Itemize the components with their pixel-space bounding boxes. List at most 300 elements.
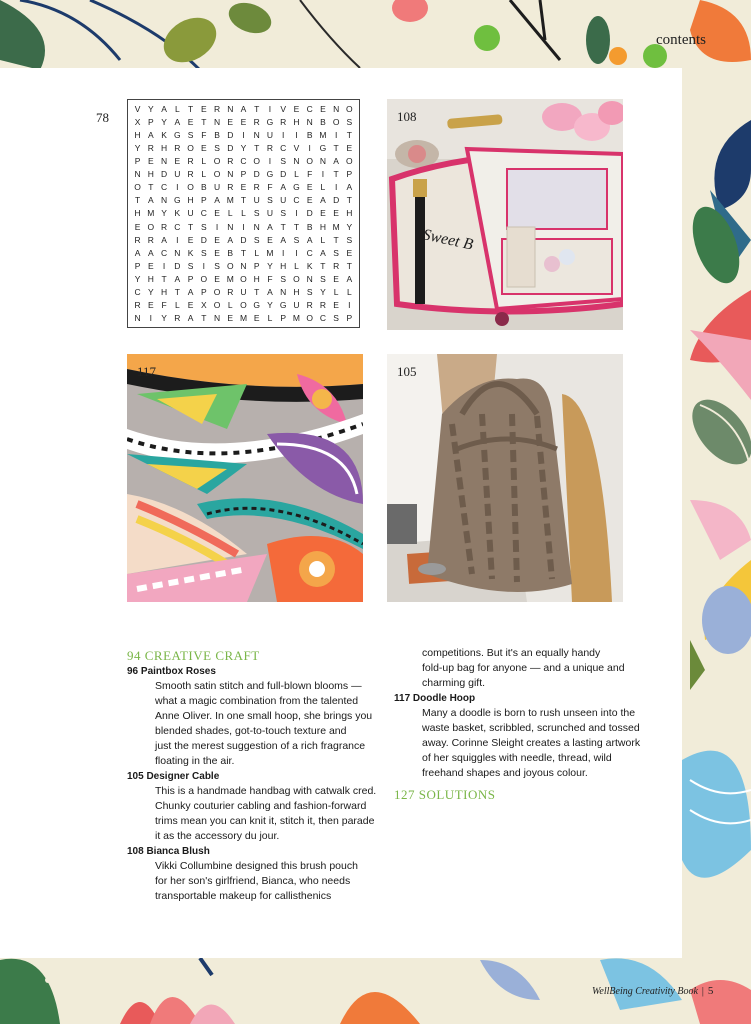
wordsearch-letter: H — [319, 221, 326, 232]
wordsearch-letter: S — [346, 234, 353, 245]
wordsearch-letter: E — [214, 208, 220, 219]
wordsearch-letter: A — [214, 195, 220, 206]
wordsearch-letter: P — [280, 313, 287, 324]
wordsearch-letter: S — [200, 247, 207, 258]
wordsearch-letter: O — [346, 103, 353, 114]
wordsearch-letter: O — [213, 155, 221, 166]
wordsearch-letter: Y — [148, 103, 154, 114]
wordsearch-letter: S — [333, 247, 339, 258]
embroidery-hoop-photo — [127, 354, 363, 602]
wordsearch-letter: M — [319, 129, 327, 140]
wordsearch-letter: T — [135, 195, 141, 206]
wordsearch-letter: T — [187, 103, 194, 114]
wordsearch-letter: G — [319, 142, 327, 153]
wordsearch-letter: I — [295, 208, 298, 219]
wordsearch-row — [131, 207, 356, 219]
wordsearch-letter: X — [134, 116, 141, 127]
description-line: for her son's girlfriend, Bianca, who needs — [155, 875, 351, 887]
wordsearch-letter: I — [242, 221, 245, 232]
wordsearch-letter: C — [161, 247, 168, 258]
wordsearch-letter: N — [134, 313, 141, 324]
wordsearch-letter: P — [253, 260, 260, 271]
wordsearch-row — [131, 181, 356, 193]
wordsearch-letter: H — [134, 208, 141, 219]
wordsearch-letter: E — [134, 221, 141, 232]
description-line: trims mean you can knit it, stitch it, then parade — [155, 815, 375, 827]
wordsearch-row — [131, 273, 356, 285]
wordsearch-letter: T — [254, 287, 260, 298]
wordsearch-letter: N — [293, 155, 300, 166]
description-line: just the merest suggestion of a rich fragrance — [155, 740, 366, 752]
wordsearch-letter: R — [147, 142, 154, 153]
wordsearch-letter: R — [227, 287, 234, 298]
description-line: what a magic combination from the talented — [155, 695, 359, 707]
wordsearch-row — [131, 247, 356, 259]
wordsearch-letter: L — [333, 287, 339, 298]
wordsearch-letter: E — [333, 300, 339, 311]
wordsearch-letter: I — [162, 260, 166, 271]
wordsearch-letter: R — [253, 182, 260, 193]
wordsearch-letter: T — [333, 169, 339, 180]
wordsearch-letter: P — [240, 169, 247, 180]
wordsearch-letter: D — [227, 129, 234, 140]
wordsearch-letter: F — [161, 300, 167, 311]
wordsearch-letter: T — [240, 247, 247, 258]
wordsearch-letter: N — [161, 155, 168, 166]
wordsearch-letter: I — [321, 169, 325, 180]
wordsearch-letter: A — [148, 195, 154, 206]
cable-bag-photo — [387, 354, 623, 602]
wordsearch-letter: S — [253, 234, 260, 245]
description-line: charming gift. — [422, 677, 486, 689]
wordsearch-letter: U — [213, 182, 221, 193]
description-line: This is a handmade handbag with catwalk cred. — [155, 785, 377, 797]
wordsearch-letter: M — [147, 208, 155, 219]
wordsearch-letter: T — [346, 260, 352, 271]
wordsearch-letter: C — [306, 103, 313, 114]
wordsearch-row — [131, 116, 356, 128]
wordsearch-letter: I — [215, 221, 219, 232]
wordsearch-letter: C — [174, 221, 181, 232]
wordsearch-letter: A — [187, 313, 194, 324]
wordsearch-letter: H — [161, 142, 168, 153]
wordsearch-letter: L — [320, 182, 326, 193]
wordsearch-letter: T — [293, 221, 300, 232]
description-line: competitions. But it's an equally handy — [422, 647, 601, 659]
wordsearch-letter: V — [134, 103, 141, 114]
wordsearch-letter: T — [187, 221, 194, 232]
wordsearch-letter: R — [134, 234, 141, 245]
wordsearch-letter: A — [320, 195, 326, 206]
wordsearch-letter: E — [187, 234, 194, 245]
wordsearch-letter: T — [148, 182, 154, 193]
wordsearch-letter: E — [346, 142, 353, 153]
wordsearch-letter: G — [174, 129, 181, 140]
wordsearch-letter: E — [253, 313, 260, 324]
wordsearch-letter: F — [267, 182, 273, 193]
description-line: Anne Oliver. In one small hoop, she brings you — [155, 710, 373, 722]
wordsearch-letter: U — [280, 195, 287, 206]
wordsearch-letter: L — [201, 169, 207, 180]
wordsearch-letter: O — [240, 300, 247, 311]
wordsearch-letter: N — [227, 169, 234, 180]
wordsearch-letter: N — [253, 221, 260, 232]
wordsearch-letter: A — [306, 234, 313, 245]
wordsearch-letter: Y — [161, 208, 167, 219]
wordsearch-letter: S — [200, 221, 207, 232]
wordsearch-letter: H — [147, 169, 154, 180]
wordsearch-letter: G — [266, 116, 274, 127]
wordsearch-letter: A — [240, 103, 247, 114]
wordsearch-letter: O — [293, 273, 300, 284]
wordsearch-letter: L — [267, 313, 273, 324]
wordsearch-letter: A — [148, 129, 154, 140]
wordsearch-letter: I — [268, 155, 272, 166]
wordsearch-letter: I — [282, 247, 285, 258]
wordsearch-letter: G — [279, 300, 287, 311]
wordsearch-letter: N — [253, 129, 260, 140]
wordsearch-letter: N — [134, 169, 141, 180]
wordsearch-letter: O — [240, 273, 247, 284]
wordsearch-letter: N — [306, 116, 313, 127]
publication-name: WellBeing Creativity Book — [592, 986, 698, 997]
wordsearch-letter: H — [161, 287, 168, 298]
wordsearch-letter: L — [241, 208, 246, 219]
wordsearch-letter: S — [333, 313, 339, 324]
wordsearch-letter: E — [320, 103, 326, 114]
wordsearch-letter: I — [268, 103, 272, 114]
wordsearch-letter: I — [295, 247, 298, 258]
wordsearch-letter: R — [161, 221, 168, 232]
creative-craft-heading: 94 CREATIVE CRAFT — [127, 648, 260, 663]
wordsearch-letter: A — [174, 273, 181, 284]
wordsearch-row — [131, 168, 356, 180]
wordsearch-letter: R — [253, 116, 260, 127]
wordsearch-letter: N — [174, 247, 181, 258]
description-line: floating in the air. — [155, 755, 235, 767]
wordsearch-letter: G — [253, 300, 261, 311]
wordsearch-letter: A — [333, 155, 339, 166]
wordsearch-letter: C — [293, 195, 300, 206]
wordsearch-letter: C — [306, 247, 313, 258]
wordsearch-letter: S — [306, 287, 313, 298]
wordsearch-letter: N — [280, 287, 287, 298]
description-line: blended shades, got-to-touch texture and — [155, 725, 347, 737]
wordsearch-letter: I — [348, 300, 351, 311]
wordsearch-letter: A — [187, 287, 194, 298]
wordsearch-letter: Y — [346, 221, 353, 232]
wordsearch-letter: S — [187, 260, 194, 271]
wordsearch-letter: E — [148, 260, 154, 271]
wordsearch-letter: Y — [240, 142, 247, 153]
wordsearch-letter: L — [294, 169, 299, 180]
wordsearch-letter: R — [227, 182, 234, 193]
wordsearch-letter: R — [187, 169, 194, 180]
wordsearch-letter: O — [200, 273, 208, 284]
wordsearch-letter: T — [201, 116, 207, 127]
wordsearch-row — [131, 129, 356, 141]
wordsearch-letter: S — [267, 195, 273, 206]
wordsearch-letter: N — [333, 103, 340, 114]
wordsearch-letter: H — [253, 273, 260, 284]
wordsearch-letter: I — [242, 129, 245, 140]
entry-description — [127, 784, 387, 844]
wordsearch-letter: R — [280, 116, 287, 127]
wordsearch-letter: N — [227, 103, 234, 114]
wordsearch-row — [131, 194, 356, 206]
wordsearch-letter: H — [134, 129, 141, 140]
wordsearch-letter: B — [227, 247, 234, 258]
wordsearch-letter: H — [346, 208, 353, 219]
wordsearch-letter: I — [334, 129, 338, 140]
entry-description — [394, 706, 664, 781]
wordsearch-letter: O — [253, 155, 261, 166]
wordsearch-letter: I — [308, 142, 311, 153]
description-line: Smooth satin stitch and full-blown blooms — — [155, 680, 362, 692]
wordsearch-letter: D — [174, 260, 181, 271]
wordsearch-letter: N — [227, 221, 234, 232]
description-line: of her squiggles with needle, thread, wild — [422, 752, 612, 764]
wordsearch-letter: L — [227, 208, 233, 219]
wordsearch-letter: R — [319, 300, 326, 311]
wordsearch-letter: H — [293, 116, 300, 127]
wordsearch-letter: M — [226, 273, 234, 284]
wordsearch-letter: E — [333, 208, 339, 219]
wordsearch-letter: A — [267, 221, 273, 232]
wordsearch-letter: E — [240, 182, 247, 193]
wordsearch-letter: V — [293, 142, 300, 153]
wordsearch-letter: P — [134, 260, 141, 271]
wordsearch-letter: E — [346, 247, 353, 258]
wordsearch-page-number: 78 — [96, 110, 109, 125]
wordsearch-letter: R — [213, 103, 221, 114]
wordsearch-letter: B — [306, 129, 313, 140]
wordsearch-letter: O — [187, 142, 194, 153]
wordsearch-letter: U — [266, 129, 274, 140]
wordsearch-letter: I — [202, 260, 205, 271]
wordsearch-letter: B — [306, 221, 313, 232]
wordsearch-row — [131, 221, 356, 233]
wordsearch-letter: C — [200, 208, 207, 219]
wordsearch-letter: O — [213, 300, 221, 311]
wordsearch-letter: T — [280, 221, 286, 232]
wordsearch-letter: I — [176, 182, 179, 193]
description-line: it as the accessory du jour. — [155, 830, 280, 842]
wordsearch-letter: S — [214, 260, 220, 271]
embroidery-hoop-page-number: 117 — [137, 364, 157, 379]
footer-separator: | — [701, 986, 704, 997]
wordsearch-letter: L — [201, 155, 207, 166]
wordsearch-letter: S — [320, 273, 326, 284]
wordsearch-letter: S — [253, 208, 260, 219]
wordsearch-letter: U — [240, 287, 247, 298]
wordsearch-letter: D — [200, 234, 207, 245]
wordsearch-row — [131, 142, 356, 154]
wordsearch-letter: K — [187, 247, 194, 258]
wordsearch-letter: A — [346, 273, 353, 284]
wordsearch-letter: N — [213, 116, 221, 127]
wordsearch-letter: P — [346, 313, 353, 324]
wordsearch-letter: N — [306, 273, 313, 284]
wordsearch-letter: D — [280, 169, 287, 180]
wordsearch-letter: L — [294, 260, 299, 271]
wordsearch-letter: S — [280, 208, 287, 219]
entry-description — [127, 679, 387, 769]
page-footer — [592, 985, 713, 997]
contents-column-right — [394, 646, 664, 802]
wordsearch-letter: U — [187, 208, 194, 219]
wordsearch-letter: M — [332, 221, 340, 232]
wordsearch-letter: P — [187, 273, 194, 284]
wordsearch-letter: A — [346, 182, 353, 193]
wordsearch-letter: F — [307, 169, 313, 180]
wordsearch-letter: M — [266, 247, 274, 258]
wordsearch-letter: O — [226, 260, 234, 271]
wordsearch-letter: O — [332, 116, 340, 127]
entry-title: 108 Bianca Blush — [127, 846, 210, 857]
wordsearch-row — [131, 299, 356, 311]
wordsearch-letter: Y — [134, 142, 141, 153]
wordsearch-letter: A — [148, 247, 154, 258]
wordsearch-row — [131, 312, 356, 324]
wordsearch-letter: T — [320, 260, 326, 271]
wordsearch-letter: H — [147, 273, 154, 284]
wordsearch-letter: B — [320, 116, 326, 127]
wordsearch-letter: P — [200, 195, 207, 206]
contents-column-left — [127, 664, 387, 904]
wordsearch-letter: O — [134, 182, 141, 193]
wordsearch-letter: M — [239, 313, 248, 324]
wordsearch-letter: S — [346, 116, 353, 127]
description-line: transportable makeup for callisthenics — [155, 890, 332, 902]
wordsearch-letter: E — [174, 155, 181, 166]
wordsearch-letter: E — [240, 116, 247, 127]
wordsearch-letter: E — [306, 182, 313, 193]
wordsearch-letter: E — [200, 142, 207, 153]
wordsearch-letter: A — [134, 247, 141, 258]
solutions-heading: 127 SOLUTIONS — [394, 787, 496, 802]
description-line: Vikki Collumbine designed this brush pouch — [155, 860, 358, 872]
wordsearch-letter: Y — [134, 273, 141, 284]
wordsearch-letter: D — [161, 169, 168, 180]
wordsearch-letter: S — [187, 129, 194, 140]
brush-pouch-page-number: 108 — [397, 109, 417, 124]
wordsearch-letter: G — [266, 169, 274, 180]
wordsearch-letter: E — [214, 273, 220, 284]
wordsearch-letter: A — [280, 234, 287, 245]
wordsearch-letter: T — [333, 142, 339, 153]
description-line: waste basket, scribbled, scrunched and tossed — [422, 722, 640, 734]
wordsearch-letter: T — [254, 103, 260, 114]
wordsearch-row — [131, 103, 356, 115]
wordsearch-letter: B — [200, 182, 207, 193]
wordsearch-letter: Y — [320, 287, 326, 298]
wordsearch-letter: R — [147, 234, 154, 245]
wordsearch-letter: Y — [267, 300, 273, 311]
wordsearch-letter: I — [295, 129, 298, 140]
wordsearch-letter: F — [201, 129, 207, 140]
wordsearch-letter: B — [214, 129, 220, 140]
wordsearch-letter: U — [174, 169, 181, 180]
wordsearch-letter: L — [227, 300, 233, 311]
wordsearch-letter: N — [161, 195, 168, 206]
brush-pouch-photo — [387, 99, 623, 330]
wordsearch-letter: M — [292, 313, 300, 324]
wordsearch-letter: O — [346, 155, 353, 166]
wordsearch-letter: T — [201, 313, 207, 324]
wordsearch-letter: R — [333, 260, 340, 271]
wordsearch-letter: D — [253, 169, 260, 180]
wordsearch-letter: A — [227, 234, 234, 245]
wordsearch-letter: A — [280, 182, 287, 193]
wordsearch-row — [131, 234, 356, 246]
wordsearch-letter: H — [187, 195, 194, 206]
cable-bag-page-number: 105 — [397, 364, 417, 379]
wordsearch-letter: L — [320, 234, 326, 245]
wordsearch-letter: T — [346, 195, 352, 206]
wordsearch-letter: F — [267, 273, 273, 284]
wordsearch-letter: E — [148, 300, 154, 311]
wordsearch-letter: R — [174, 313, 181, 324]
svg-text:Sweet B: Sweet B — [421, 226, 475, 254]
wordsearch-letter: A — [174, 116, 181, 127]
wordsearch-letter: I — [334, 182, 338, 193]
section-label: contents — [656, 32, 706, 48]
wordsearch-letter: R — [266, 142, 274, 153]
wordsearch-letter: E — [320, 208, 326, 219]
wordsearch-letter: H — [280, 260, 287, 271]
wordsearch-letter: O — [187, 182, 194, 193]
wordsearch-letter: O — [306, 313, 313, 324]
wordsearch-letter: K — [174, 208, 181, 219]
wordsearch-letter: N — [240, 260, 247, 271]
wordsearch-letter: I — [176, 234, 179, 245]
wordsearch-letter: K — [306, 260, 313, 271]
description-line: freehand shapes and joyous colour. — [422, 767, 588, 779]
wordsearch-letter: U — [266, 208, 274, 219]
wordsearch-letter: C — [240, 155, 247, 166]
wordsearch-letter: P — [148, 116, 154, 127]
wordsearch-letter: H — [293, 287, 300, 298]
description-line: Chunky couturier cabling and fashion-forward — [155, 800, 367, 812]
wordsearch-letter: E — [293, 103, 300, 114]
wordsearch-letter: Y — [148, 287, 154, 298]
wordsearch-letter: L — [174, 103, 180, 114]
description-line: fold-up bag for anyone — and a unique and — [422, 662, 625, 674]
wordsearch-letter: O — [213, 169, 221, 180]
wordsearch-letter: O — [306, 155, 313, 166]
wordsearch-letter: X — [200, 300, 207, 311]
footer-page-number: 5 — [707, 985, 714, 997]
wordsearch-letter: N — [213, 313, 221, 324]
wordsearch-letter: D — [333, 195, 340, 206]
wordsearch-letter: Y — [267, 260, 273, 271]
entry-description — [127, 859, 387, 904]
wordsearch-letter: E — [214, 247, 220, 258]
wordsearch-letter: D — [240, 234, 247, 245]
wordsearch-letter: Y — [161, 116, 167, 127]
wordsearch-letter: S — [293, 234, 300, 245]
wordsearch-letter: R — [187, 155, 194, 166]
wordsearch-letter: D — [227, 142, 234, 153]
entry-title: 96 Paintbox Roses — [127, 666, 216, 677]
wordsearch-letter: U — [253, 195, 260, 206]
wordsearch-letter: E — [214, 234, 220, 245]
wordsearch-letter: E — [187, 300, 194, 311]
wordsearch-letter: I — [149, 313, 153, 324]
wordsearch-letter: A — [320, 247, 326, 258]
wordsearch-letter: C — [161, 182, 168, 193]
